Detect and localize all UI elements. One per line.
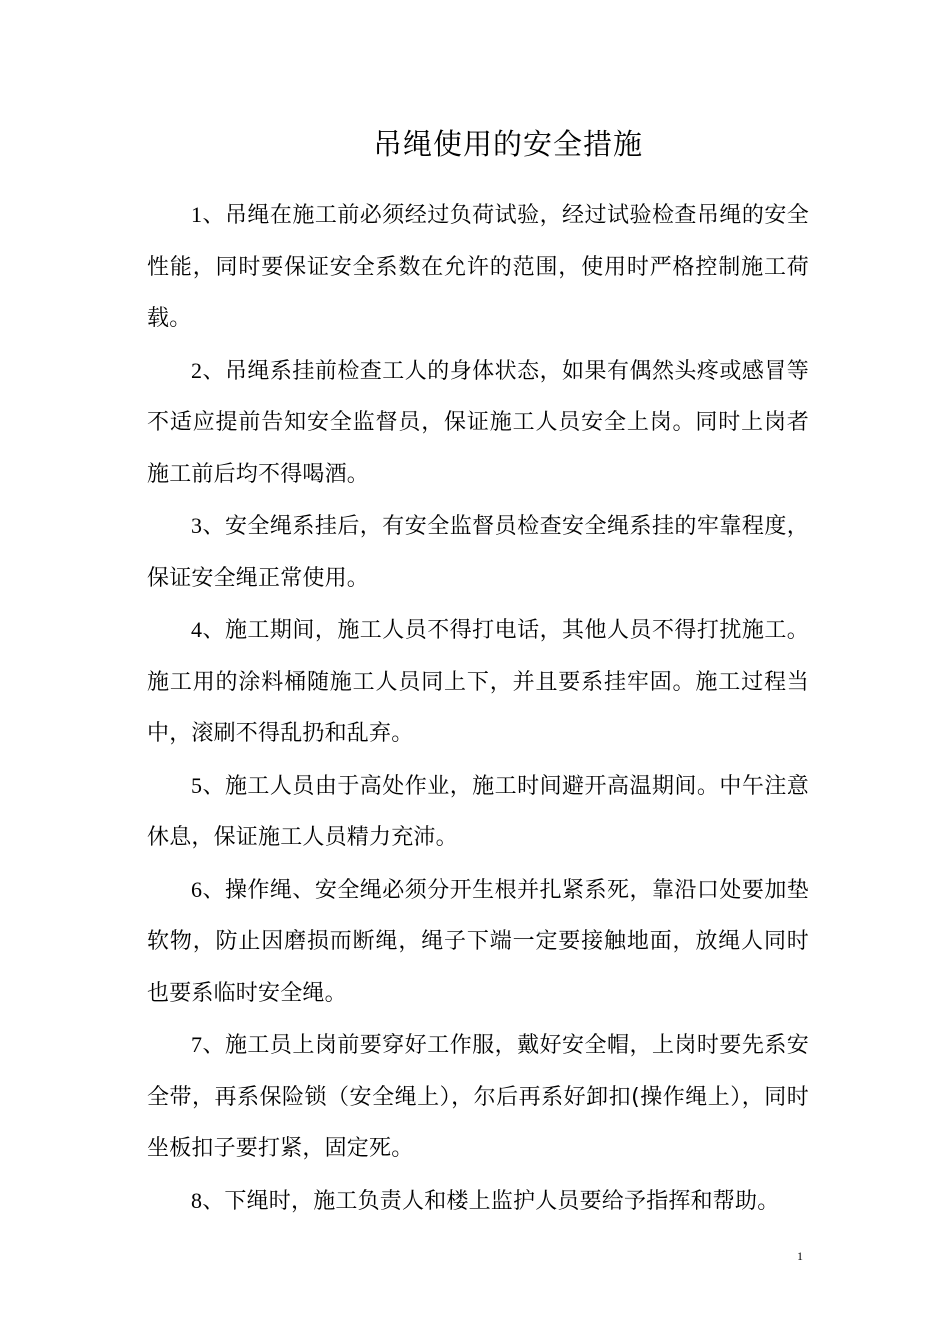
paragraph-text: 、下绳时，施工负责人和楼上监护人员要给予指挥和帮助。 — [202, 1188, 780, 1214]
paragraph-number: 7 — [191, 1032, 203, 1057]
paragraph-text: 、安全绳系挂后，有安全监督员检查安全绳系挂的牢靠程度，保证安全绳正常使用。 — [147, 514, 809, 591]
paragraph-number: 6 — [191, 876, 203, 902]
paragraph-7 — [147, 1019, 809, 1175]
paragraph-6 — [147, 864, 809, 1020]
paragraph-text: 、吊绳在施工前必须经过负荷试验，经过试验检查吊绳的安全性能，同时要保证安全系数在允许的范围，使用时严格控制施工荷载。 — [147, 203, 809, 331]
document-title: 吊绳使用的安全措施 — [372, 127, 643, 161]
paragraph-2 — [147, 345, 809, 501]
paragraph-3 — [147, 500, 809, 604]
paragraph-8 — [147, 1175, 809, 1228]
paragraph-5 — [147, 760, 809, 864]
paragraph-4 — [147, 604, 809, 760]
paragraph-number: 2 — [191, 357, 203, 383]
paragraph-number: 8 — [191, 1187, 203, 1213]
paragraph-number: 3 — [191, 513, 203, 538]
paragraph-number: 4 — [191, 617, 203, 642]
paragraph-text: 、操作绳、安全绳必须分开生根并扎紧系死，靠沿口处要加垫软物，防止因磨损而断绳，绳子下端一定要接触地面，放绳人同时也要系临时安全绳。 — [147, 877, 809, 1006]
page-number: 1 — [797, 1249, 803, 1263]
paragraph-text: 、施工员上岗前要穿好工作服，戴好安全帽，上岗时要先系安全带，再系保险锁（安全绳上），尔后再系好卸扣(操作绳上），同时坐板扣子要打紧，固定死。 — [147, 1033, 809, 1161]
paragraph-text: 、施工人员由于高处作业，施工时间避开高温期间。中午注意休息，保证施工人员精力充沛。 — [147, 773, 809, 850]
paragraph-text: 、施工期间，施工人员不得打电话，其他人员不得打扰施工。施工用的涂料桶随施工人员同上下，并且要系挂牢固。施工过程当中，滚刷不得乱扔和乱弃。 — [147, 618, 809, 746]
document-body — [147, 189, 809, 1227]
paragraph-text: 、吊绳系挂前检查工人的身体状态，如果有偶然头疼或感冒等不适应提前告知安全监督员，保证施工人员安全上岗。同时上岗者施工前后均不得喝酒。 — [147, 358, 809, 487]
paragraph-1 — [147, 189, 809, 345]
paragraph-number: 1 — [191, 202, 203, 227]
paragraph-number: 5 — [191, 772, 203, 798]
